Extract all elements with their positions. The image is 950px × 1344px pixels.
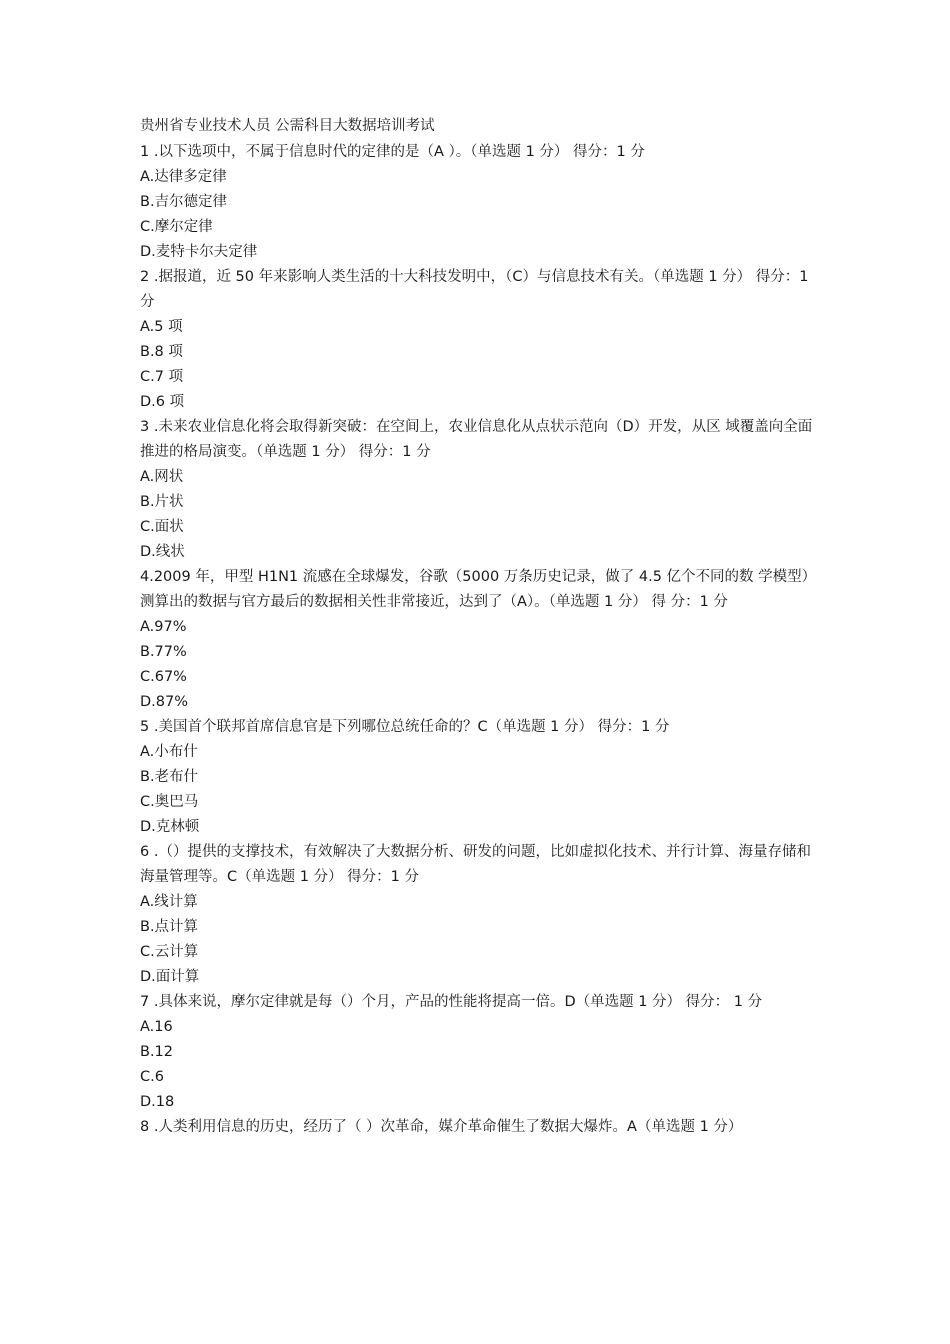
- option-b: B.点计算: [140, 919, 199, 935]
- option-a: A.16: [140, 1019, 173, 1035]
- question-1: [140, 140, 820, 265]
- question-stem: 4.2009 年，甲型 H1N1 流感在全球爆发，谷歌（5000 万条历史记录，做了 4.5 亿个不同的数 学模型）测算出的数据与官方最后的数据相关性非常接近，达到了（A）。（单选题 1 分） 得 分：1 分: [140, 569, 817, 610]
- option-c: C.摩尔定律: [140, 219, 213, 235]
- option-b: B.吉尔德定律: [140, 194, 228, 210]
- option-d: D.18: [140, 1094, 175, 1110]
- option-c: C.奥巴马: [140, 794, 199, 810]
- question-8: [140, 1115, 820, 1140]
- option-c: C.7 项: [140, 369, 184, 385]
- option-a: A.达律多定律: [140, 169, 227, 185]
- option-a: A.97%: [140, 619, 187, 635]
- option-a: A.线计算: [140, 894, 198, 910]
- option-b: B.老布什: [140, 769, 199, 785]
- question-stem: 2 .据报道，近 50 年来影响人类生活的十大科技发明中，（C）与信息技术有关。（单选题 1 分） 得分：1 分: [140, 269, 809, 310]
- option-c: C.67%: [140, 669, 187, 685]
- option-c: C.6: [140, 1069, 164, 1085]
- option-a: A.网状: [140, 469, 184, 485]
- document-title: 贵州省专业技术人员 公需科目大数据培训考试: [140, 118, 435, 134]
- question-2: [140, 265, 820, 415]
- option-a: A.小布什: [140, 744, 198, 760]
- option-d: D.6 项: [140, 394, 185, 410]
- option-b: B.12: [140, 1044, 174, 1060]
- option-b: B.8 项: [140, 344, 183, 360]
- option-a: A.5 项: [140, 319, 183, 335]
- question-stem: 1 .以下选项中，不属于信息时代的定律的是（A ）。（单选题 1 分） 得分：1 分: [140, 144, 645, 160]
- option-c: C.面状: [140, 519, 184, 535]
- question-stem: 8 .人类利用信息的历史，经历了（ ）次革命，媒介革命催生了数据大爆炸。A（单选题 1 分）: [140, 1119, 743, 1135]
- question-4: [140, 565, 820, 715]
- question-stem: 6 .（）提供的支撑技术，有效解决了大数据分析、研发的问题，比如虚拟化技术、并行计算、海量存储和海量管理等。C（单选题 1 分） 得分：1 分: [140, 844, 811, 885]
- question-stem: 5 .美国首个联邦首席信息官是下列哪位总统任命的？C（单选题 1 分） 得分：1 分: [140, 719, 670, 735]
- question-stem: 7 .具体来说，摩尔定律就是每（）个月，产品的性能将提高一倍。D（单选题 1 分） 得分： 1 分: [140, 994, 763, 1010]
- question-3: [140, 415, 820, 565]
- option-c: C.云计算: [140, 944, 199, 960]
- question-7: [140, 990, 820, 1115]
- option-d: D.麦特卡尔夫定律: [140, 244, 258, 260]
- option-b: B.片状: [140, 494, 184, 510]
- option-b: B.77%: [140, 644, 187, 660]
- option-d: D.面计算: [140, 969, 200, 985]
- question-6: [140, 840, 820, 990]
- option-d: D.克林顿: [140, 819, 200, 835]
- document-body: [140, 114, 820, 1140]
- option-d: D.线状: [140, 544, 185, 560]
- question-5: [140, 715, 820, 840]
- question-stem: 3 .未来农业信息化将会取得新突破：在空间上，农业信息化从点状示范向（D）开发，从区 域覆盖向全面推进的格局演变。（单选题 1 分） 得分：1 分: [140, 419, 813, 460]
- option-d: D.87%: [140, 694, 189, 710]
